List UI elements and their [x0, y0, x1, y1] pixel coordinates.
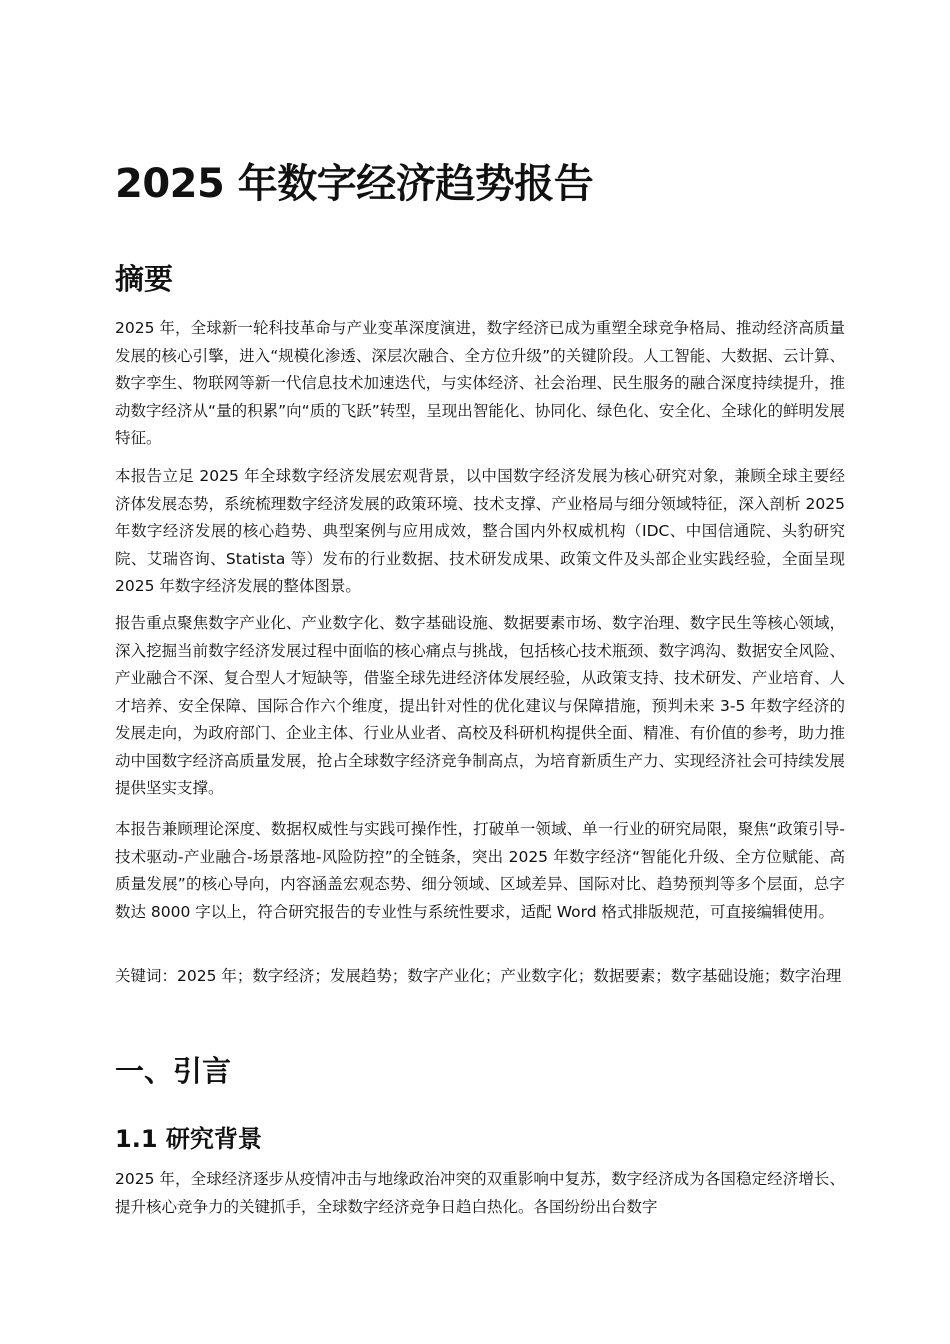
section-1-1-heading: 1.1 研究背景: [115, 1125, 262, 1153]
abstract-heading: 摘要: [115, 262, 174, 296]
section-1-heading: 一、引言: [115, 1054, 232, 1088]
abstract-paragraph-4: 本报告兼顾理论深度、数据权威性与实践可操作性，打破单一领域、单一行业的研究局限，聚焦“政策引导-技术驱动-产业融合-场景落地-风险防控”的全链条，突出 2025 年数字经济“智能化升级、全方位赋能、高质量发展”的核心导向，内容涵盖宏观态势、细分领域、区域差异、国际对比、趋势预判等多个层面，总字数达 8000 字以上，符合研究报告的专业性与系统性要求，适配 Word 格式排版规范，可直接编辑使用。: [115, 820, 845, 921]
abstract-paragraph-3: 报告重点聚焦数字产业化、产业数字化、数字基础设施、数据要素市场、数字治理、数字民生等核心领域，深入挖掘当前数字经济发展过程中面临的核心痛点与挑战，包括核心技术瓶颈、数字鸿沟、数据安全风险、产业融合不深、复合型人才短缺等，借鉴全球先进经济体发展经验，从政策支持、技术研发、产业培育、人才培养、安全保障、国际合作六个维度，提出针对性的优化建议与保障措施，预判未来 3-5 年数字经济的发展走向，为政府部门、企业主体、行业从业者、高校及科研机构提供全面、精准、有价值的参考，助力推动中国数字经济高质量发展，抢占全球数字经济竞争制高点，为培育新质生产力、实现经济社会可持续发展提供坚实支撑。: [115, 614, 845, 797]
abstract-paragraph-1: 2025 年，全球新一轮科技革命与产业变革深度演进，数字经济已成为重塑全球竞争格局、推动经济高质量发展的核心引擎，进入“规模化渗透、深层次融合、全方位升级”的关键阶段。人工智能、大数据、云计算、数字孪生、物联网等新一代信息技术加速迭代，与实体经济、社会治理、民生服务的融合深度持续提升，推动数字经济从“量的积累”向“质的飞跃”转型，呈现出智能化、协同化、绿色化、安全化、全球化的鲜明发展特征。: [115, 319, 845, 447]
abstract-paragraph-2: 本报告立足 2025 年全球数字经济发展宏观背景，以中国数字经济发展为核心研究对象，兼顾全球主要经济体发展态势，系统梳理数字经济发展的政策环境、技术支撑、产业格局与细分领域特征，深入剖析 2025 年数字经济发展的核心趋势、典型案例与应用成效，整合国内外权威机构（IDC、中国信通院、头豹研究院、艾瑞咨询、Statista 等）发布的行业数据、技术研发成果、政策文件及头部企业实践经验，全面呈现 2025 年数字经济发展的整体图景。: [115, 467, 845, 595]
section-1-1-paragraph: 2025 年，全球经济逐步从疫情冲击与地缘政治冲突的双重影响中复苏，数字经济成为各国稳定经济增长、提升核心竞争力的关键抓手，全球数字经济竞争日趋白热化。各国纷纷出台数字: [115, 1170, 845, 1216]
keywords-paragraph: 关键词：2025 年；数字经济；发展趋势；数字产业化；产业数字化；数据要素；数字基础设施；数字治理: [115, 967, 842, 985]
document-title: 2025 年数字经济趋势报告: [115, 161, 594, 207]
